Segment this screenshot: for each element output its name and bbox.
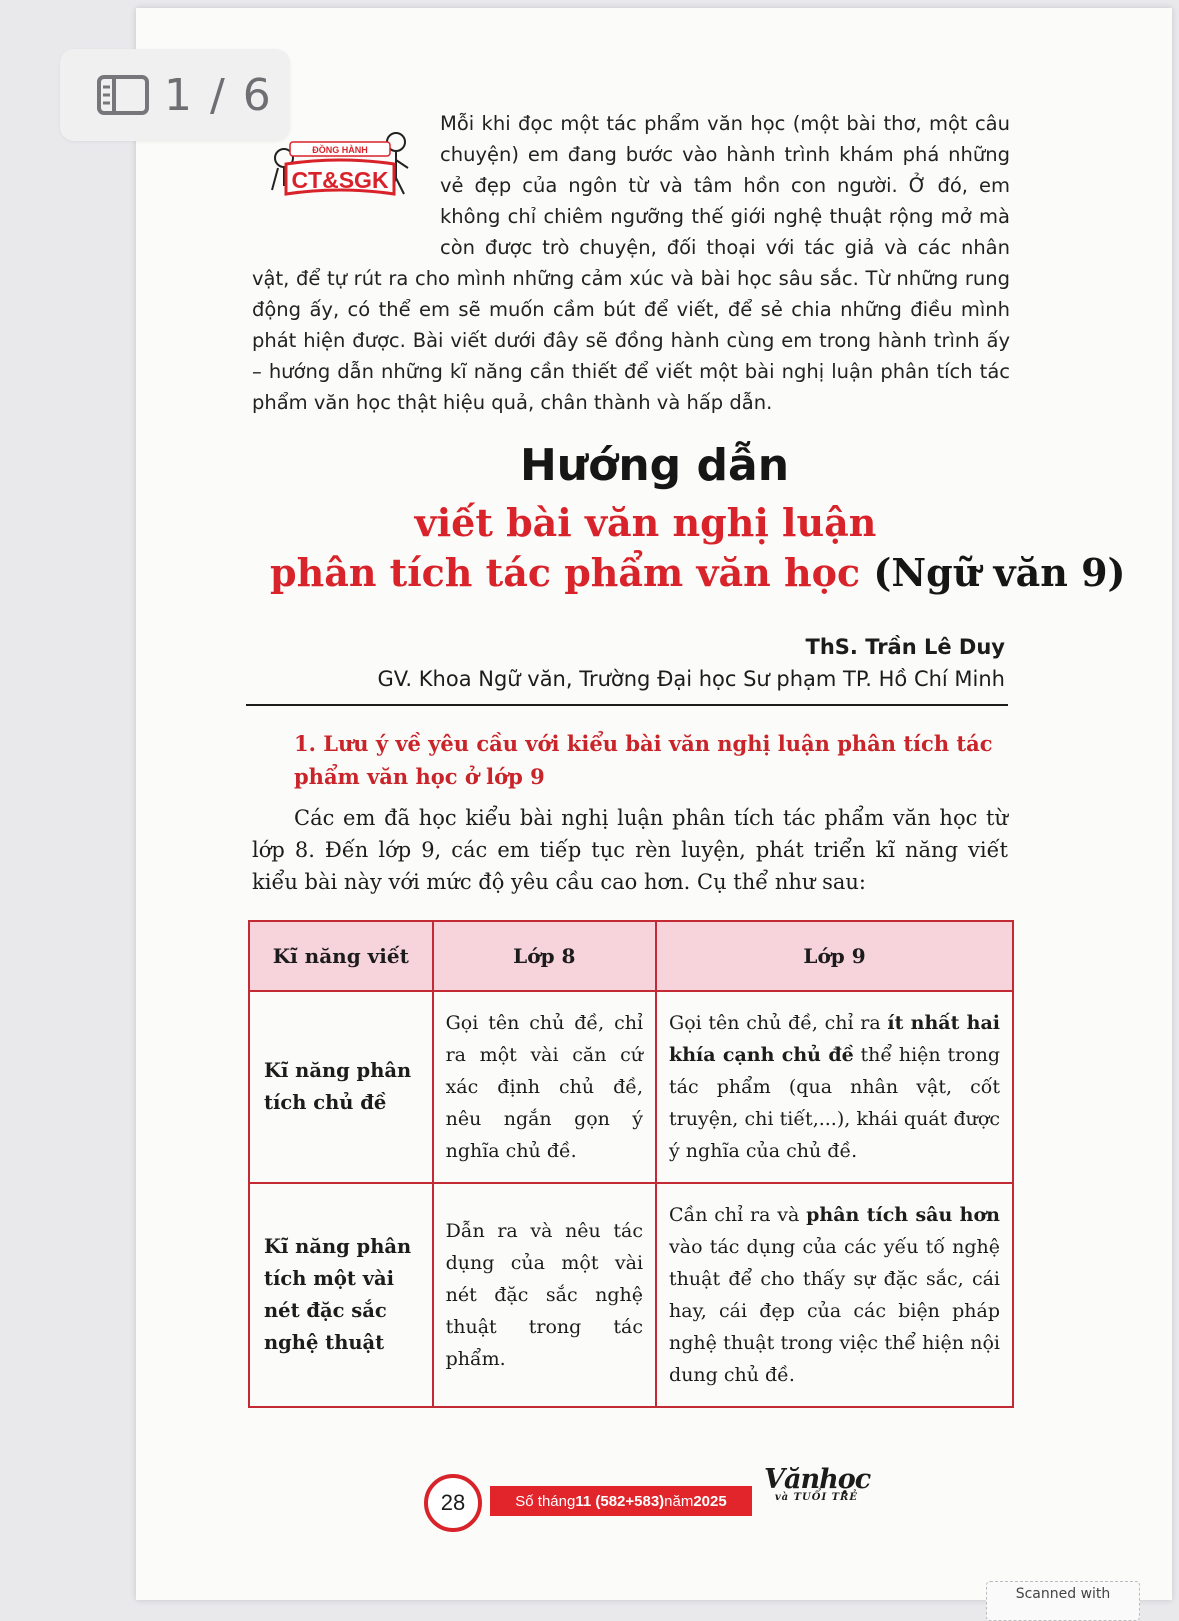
issue-label: [490, 1486, 752, 1516]
svg-text:ĐỒNG HÀNH: ĐỒNG HÀNH: [312, 145, 368, 155]
cell-text: Cần chỉ ra và: [669, 1204, 807, 1226]
table-row: [249, 1183, 1013, 1407]
page-counter: 1 / 6: [164, 69, 273, 121]
article-title-line3-black: (Ngữ văn 9): [860, 550, 1126, 595]
article-title-line3: [270, 550, 1126, 595]
table-cell-grade9: [656, 1183, 1013, 1407]
cell-text-bold: phân tích sâu hơn: [806, 1204, 1000, 1226]
cell-text: vào tác dụng của các yếu tố nghệ thuật để cho thấy sự đặc sắc, cái hay, cái đẹp của các biện pháp nghệ thuật trong việc thể hiện nội dung chủ đề.: [669, 1236, 1000, 1386]
issue-mid: năm: [664, 1492, 694, 1510]
page-number: 28: [424, 1474, 482, 1532]
article-title-line3-red: phân tích tác phẩm văn học: [270, 550, 861, 595]
table-header-skill: Kĩ năng viết: [249, 921, 433, 991]
table-cell-grade9: [656, 991, 1013, 1183]
brand-sub: và TUỔI TRẺ: [774, 1492, 858, 1503]
author-affiliation: GV. Khoa Ngữ văn, Trường Đại học Sư phạm TP. Hồ Chí Minh: [377, 667, 1005, 691]
cell-text: Gọi tên chủ đề, chỉ ra: [669, 1012, 888, 1034]
table-header-row: [249, 921, 1013, 991]
brand-main: Vănhọc: [764, 1464, 871, 1495]
table-cell-skill: Kĩ năng phân tích chủ đề: [249, 991, 433, 1183]
magazine-brand-logo: [764, 1466, 874, 1503]
table-cell-grade8: Dẫn ra và nêu tác dụng của một vài nét đặc sắc nghệ thuật trong tác phẩm.: [433, 1183, 656, 1407]
table-header-grade9: Lớp 9: [656, 921, 1013, 991]
author-block: [377, 635, 1005, 691]
table-row: [249, 991, 1013, 1183]
table-cell-skill: Kĩ năng phân tích một vài nét đặc sắc nghệ thuật: [249, 1183, 433, 1407]
divider: [246, 704, 1008, 706]
author-name: ThS. Trần Lê Duy: [805, 635, 1005, 659]
svg-text:CT&SGK: CT&SGK: [291, 167, 389, 193]
section-heading-text: 1. Lưu ý về yêu cầu với kiểu bài văn nghị luận phân tích tác phẩm văn học ở lớp 9: [294, 731, 993, 789]
intro-text: Mỗi khi đọc một tác phẩm văn học (một bài thơ, một câu chuyện) em đang bước vào hành trình khám phá những vẻ đẹp của ngôn từ và tâm hồn con người. Ở đó, em không chỉ chiêm ngưỡng thế giới nghệ thuật rộng mở mà còn được trò chuyện, đối thoại với tác giả và các nhân vật, để tự rút ra cho mình những cảm xúc và bài học sâu sắc. Từ những rung động ấy, có thể em sẽ muốn cầm bút để viết, để sẻ chia những điều mình phát hiện được. Bài viết dưới đây sẽ đồng hành cùng em trong hành trình ấy – hướng dẫn những kĩ năng cần thiết để viết một bài nghị luận phân tích tác phẩm văn học thật hiệu quả, chân thành và hấp dẫn.: [252, 112, 1010, 414]
issue-year: 2025: [693, 1492, 727, 1510]
article-title-line1: Hướng dẫn: [519, 440, 790, 491]
section-heading: [252, 727, 1008, 793]
issue-month: 11 (582+583): [575, 1492, 665, 1510]
article-title-line2: viết bài văn nghị luận: [414, 500, 877, 545]
issue-prefix: Số tháng: [515, 1492, 576, 1510]
intro-paragraph: [252, 108, 1010, 418]
table-cell-grade8: Gọi tên chủ đề, chỉ ra một vài căn cứ xác định chủ đề, nêu ngắn gọn ý nghĩa chủ đề.: [433, 991, 656, 1183]
cell-text-bold: ít nhất hai khía cạnh chủ đề: [669, 1012, 1000, 1066]
skills-comparison-table: [248, 920, 1014, 1408]
thumbnails-icon[interactable]: [96, 74, 150, 116]
cell-text: thể hiện trong tác phẩm (qua nhân vật, cốt truyện, chi tiết,...), khái quát được ý nghĩa của chủ đề.: [669, 1044, 1000, 1162]
section-paragraph: Các em đã học kiểu bài nghị luận phân tích tác phẩm văn học từ lớp 8. Đến lớp 9, các em tiếp tục rèn luyện, phát triển kĩ năng viết kiểu bài này với mức độ yêu cầu cao hơn. Cụ thể như sau:: [252, 806, 1008, 894]
scanner-watermark: Scanned with: [986, 1581, 1140, 1621]
table-header-grade8: Lớp 8: [433, 921, 656, 991]
